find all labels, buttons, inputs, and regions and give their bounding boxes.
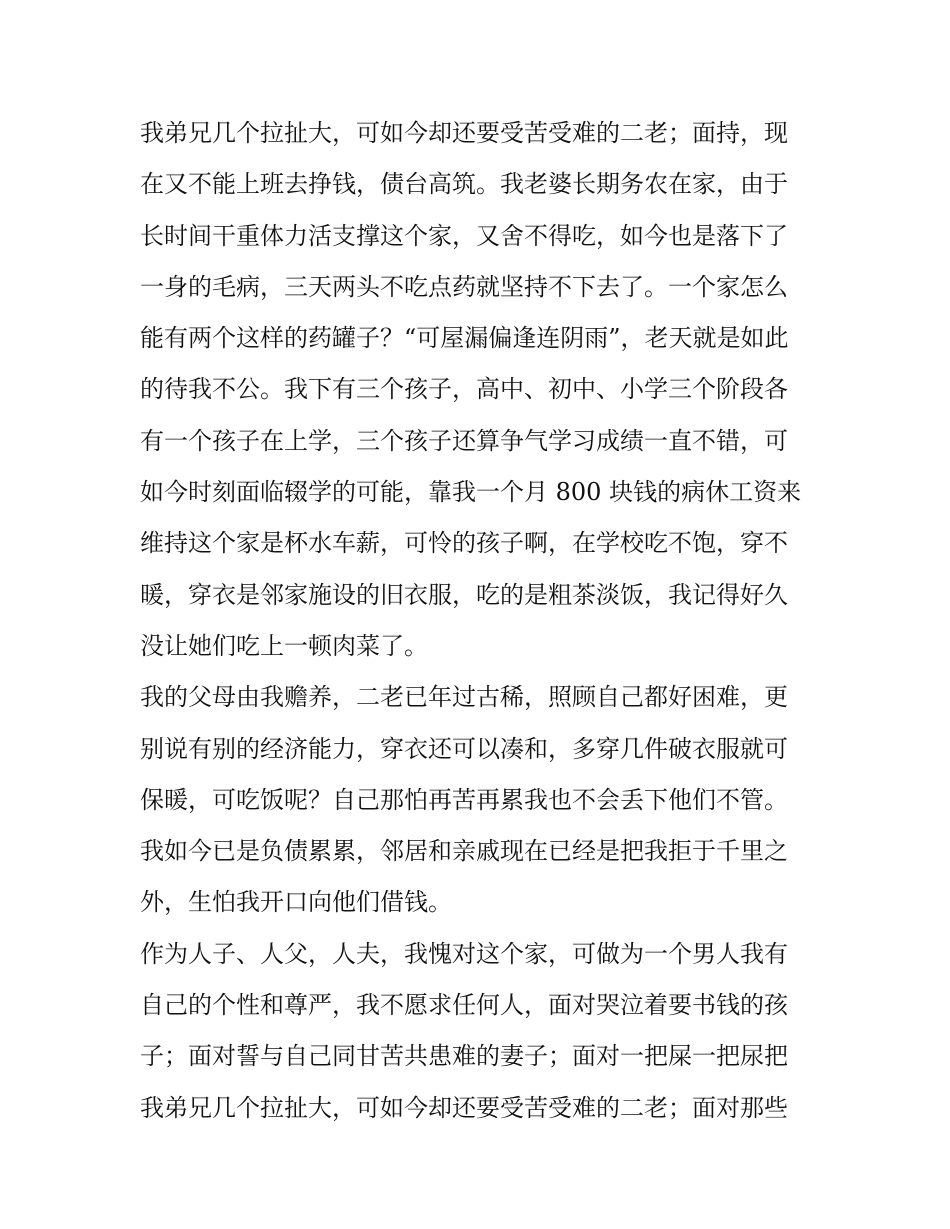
text-line: 我的父母由我赡养，二老已年过古稀，照顾自己都好困难，更 xyxy=(140,683,788,712)
text-line: 我弟兄几个拉扯大，可如今却还要受苦受难的二老；面对那些 xyxy=(140,1093,788,1122)
text-line: 别说有别的经济能力，穿衣还可以凑和，多穿几件破衣服就可 xyxy=(140,734,788,763)
text-line: 作为人子、人父，人夫，我愧对这个家，可做为一个男人我有 xyxy=(140,939,788,968)
text-line: 保暖，可吃饭呢？自己那怕再苦再累我也不会丢下他们不管。 xyxy=(140,785,788,814)
text-line: 我如今已是负债累累，邻居和亲戚现在已经是把我拒于千里之 xyxy=(140,837,788,866)
body-text xyxy=(140,108,820,1134)
text-line: 能有两个这样的药罐子？“可屋漏偏逢连阴雨”，老天就是如此 xyxy=(140,324,789,353)
text-line: 一身的毛病，三天两头不吃点药就坚持不下去了。一个家怎么 xyxy=(140,272,788,301)
text-line: 外，生怕我开口向他们借钱。 xyxy=(140,888,452,917)
text-line: 自己的个性和尊严，我不愿求任何人，面对哭泣着要书钱的孩 xyxy=(140,991,788,1020)
text-line: 有一个孩子在上学，三个孩子还算争气学习成绩一直不错，可 xyxy=(140,426,788,455)
text-line: 子；面对誓与自己同甘苦共患难的妻子；面对一把屎一把尿把 xyxy=(140,1042,788,1071)
text-line: 暖，穿衣是邻家施设的旧衣服，吃的是粗茶淡饭，我记得好久 xyxy=(140,580,788,609)
text-line: 维持这个家是杯水车薪，可怜的孩子啊，在学校吃不饱，穿不 xyxy=(140,529,788,558)
text-line: 长时间干重体力活支撑这个家，又舍不得吃，如今也是落下了 xyxy=(140,221,788,250)
text-line: 在又不能上班去挣钱，债台高筑。我老婆长期务农在家，由于 xyxy=(140,170,788,199)
text-line: 的待我不公。我下有三个孩子，高中、初中、小学三个阶段各 xyxy=(140,375,788,404)
text-line: 没让她们吃上一顿肉菜了。 xyxy=(140,631,428,660)
text-line: 如今时刻面临辍学的可能，靠我一个月 800 块钱的病休工资来 xyxy=(140,478,802,507)
text-line: 我弟兄几个拉扯大，可如今却还要受苦受难的二老；面持，现 xyxy=(140,119,788,147)
